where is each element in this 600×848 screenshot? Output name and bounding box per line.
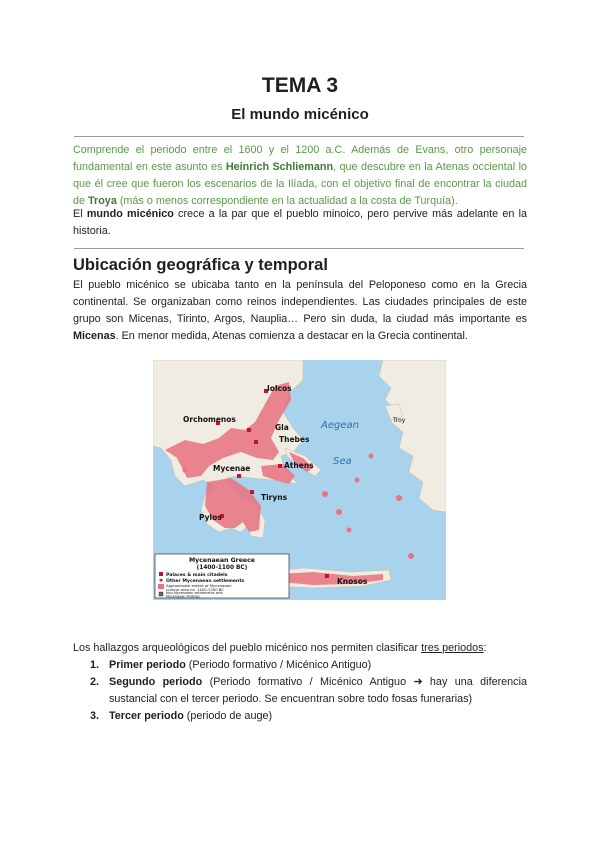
location-paragraph [73, 277, 527, 345]
palace-marker-athens [278, 464, 282, 468]
tres-periodos: tres periodos [421, 642, 484, 654]
legend-settlement-star-icon: ✱ [159, 578, 164, 584]
periods-intro-a: Los hallazgos arqueológicos del pueblo micénico nos permiten clasificar [73, 642, 422, 654]
label-mycenae: Mycenae [213, 464, 251, 473]
legend-item-settlements: Other Mycenaean settlements [166, 579, 245, 584]
divider-top [74, 136, 524, 137]
p2-text-b: crece a la par que el pueblo minoico, pero pervive más adelante en la historia. [73, 208, 527, 237]
island-mark [322, 491, 328, 497]
periods-list [90, 657, 527, 725]
label-troy: Troy [393, 417, 406, 424]
intro-text-3: (más o menos correspondiente en la actualidad a la costa de Turquía). [116, 195, 458, 207]
intro-paragraph [73, 142, 527, 210]
label-iolcos: Iolcos [267, 384, 292, 393]
location-text-a: El pueblo micénico se ubicaba tanto en la península del Peloponeso como en la Grecia continental. Se organizaban como reinos independientes. Las ciudades principales de este grupo son Micenas, Tirinto, Argos, Nauplia… Pero sin duda, la ciudad más importante es [73, 279, 527, 325]
legend-title: Mycenaean Greece [189, 557, 255, 564]
period-desc: (Periodo formativo / Micénico Antiguo ➜ hay una diferencia sustancial con el tercer periodo. Se encuentran sobre todo fosas funerarias) [109, 676, 527, 705]
intro-text-2: , que descubre en la Atenas occiental lo que él cree que fueron los escenarios de la Ilíada, con el objetivo final de encontrar la ciudad de [73, 161, 527, 207]
period-title: Segundo periodo [109, 676, 203, 688]
p2-text-a: El [73, 208, 87, 220]
schliemann-name: Heinrich Schliemann [225, 161, 334, 173]
island-mark [336, 509, 342, 515]
p2-bold: mundo micénico [86, 208, 174, 220]
location-text-b: . En menor medida, Atenas comienza a destacar en la Grecia continental. [115, 330, 468, 342]
island-mark [396, 495, 402, 501]
list-item [90, 674, 527, 708]
label-sea: Sea [333, 456, 352, 467]
mycenaean-greece-map [153, 360, 446, 600]
label-orchomenos: Orchomenos [183, 415, 236, 424]
label-gla: Gla [275, 423, 289, 432]
label-thebes: Thebes [279, 435, 310, 444]
legend-item-palaces: Palaces & main citadels [166, 573, 228, 578]
period-desc: (periodo de auge) [183, 710, 273, 722]
map-legend [155, 554, 289, 599]
palace-marker-thebes [254, 440, 258, 444]
label-athens: Athens [284, 461, 314, 470]
periods-intro-b: : [483, 642, 487, 654]
period-title: Tercer periodo [109, 710, 184, 722]
period-title: Primer periodo [109, 659, 186, 671]
list-number: 1. [90, 659, 100, 671]
section-heading: Ubicación geográfica y temporal [73, 256, 328, 274]
legend-item-extent-b: culture area ca. 1400-1300 BC [166, 587, 225, 592]
legend-item-nonmyc-b: Mycenaean findings [166, 594, 200, 599]
island-mark [408, 553, 414, 559]
island-mark [183, 468, 188, 473]
legend-non-mycenaean-swatch [159, 592, 163, 596]
legend-culture-swatch [158, 584, 164, 589]
divider-bottom [74, 248, 524, 249]
list-number: 2. [90, 676, 100, 688]
micenas-bold: Micenas [73, 330, 116, 342]
legend-item-nonmyc-a: Non-Mycenaean settlements with [166, 591, 223, 595]
mycenaean-world-paragraph [73, 206, 527, 240]
label-aegean: Aegean [321, 420, 359, 431]
island-mark [347, 528, 352, 533]
palace-marker-tiryns [250, 490, 254, 494]
palace-marker-knosos [325, 574, 329, 578]
period-desc: (Periodo formativo / Micénico Antiguo) [185, 659, 372, 671]
periods-intro [73, 640, 527, 657]
list-item [90, 657, 527, 674]
palace-marker-gla [247, 428, 251, 432]
island-mark [369, 454, 374, 459]
label-tiryns: Tiryns [261, 493, 288, 502]
page-title: TEMA 3 [261, 74, 339, 97]
intro-text-1: Comprende el periodo entre el 1600 y el 1200 a.C. Además de Evans, otro personaje fundamental en este asunto es [73, 144, 527, 173]
page-subtitle: El mundo micénico [231, 106, 369, 123]
list-number: 3. [90, 710, 100, 722]
palace-marker-mycenae [237, 474, 241, 478]
list-item [90, 708, 527, 725]
legend-dates: (1400-1100 BC) [196, 565, 248, 571]
legend-item-extent-a: Approximate extent of Mycenaean [166, 583, 232, 588]
label-pylos: Pylos [199, 513, 222, 522]
island-mark [355, 478, 360, 483]
label-knosos: Knosos [337, 577, 368, 586]
legend-palace-swatch [159, 572, 163, 576]
troya-name: Troya [88, 195, 117, 207]
